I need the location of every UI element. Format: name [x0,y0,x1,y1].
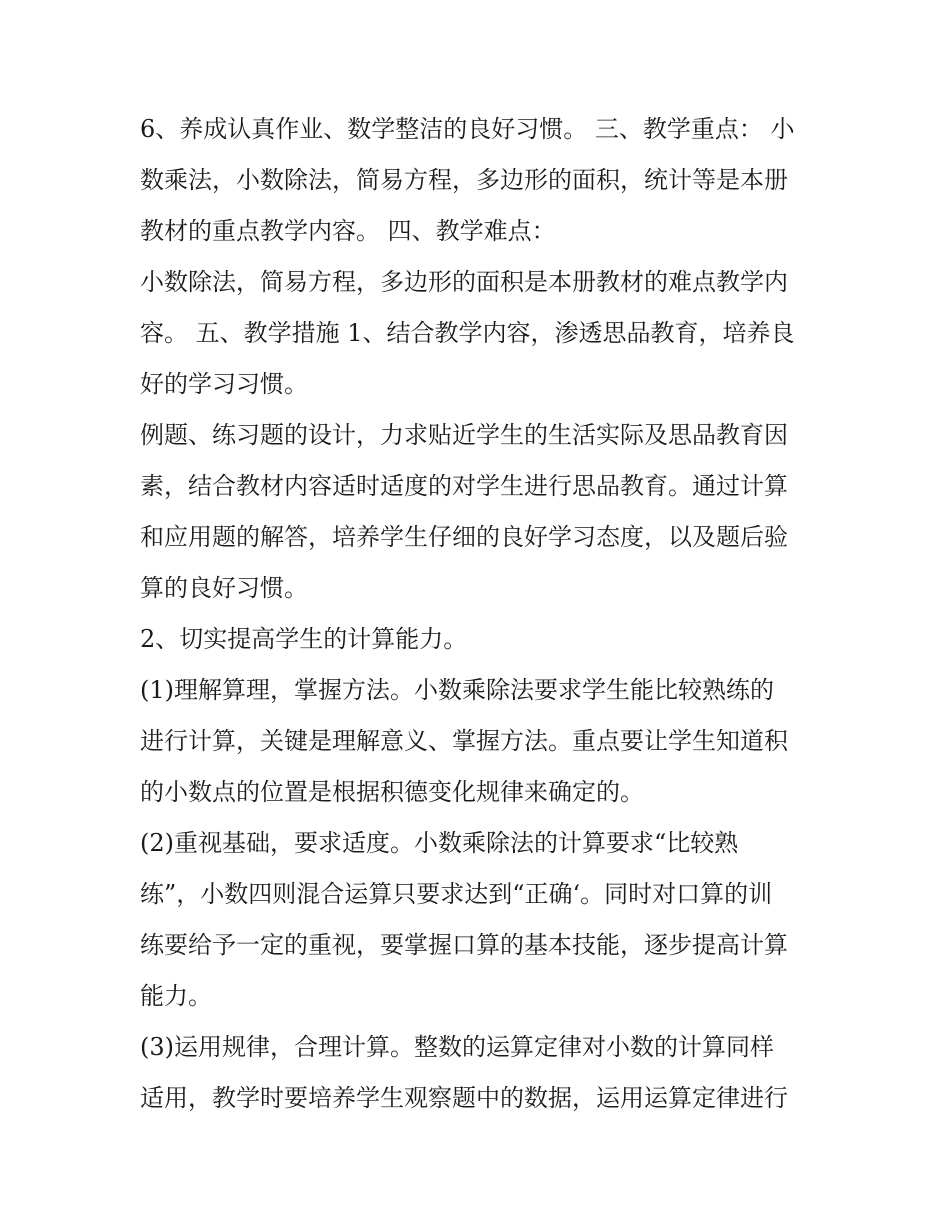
paragraph-difficulties-and-measures [140,257,812,410]
paragraph-goal-and-focus [140,104,812,257]
text-line: 素，结合教材内容适时适度的对学生进行思品教育。通过计算 [140,472,788,500]
paragraph-exercise-design [140,410,812,614]
text-line: 6、养成认真作业、数学整洁的良好习惯。 三、教学重点： 小 [140,115,795,143]
text-line: 例题、练习题的设计，力求贴近学生的生活实际及思品教育因 [140,421,788,449]
text-line: 练要给予一定的重视，要掌握口算的基本技能，逐步提高计算 [140,931,788,959]
text-line: 容。 五、教学措施 1、结合教学内容，渗透思品教育，培养良 [140,319,795,347]
paragraph-point-2 [140,818,812,1022]
text-line: 小数除法，简易方程，多边形的面积是本册教材的难点教学内 [140,268,788,296]
paragraph-point-3 [140,1022,812,1124]
text-line: 能力。 [140,982,212,1010]
text-line: (3)运用规律，合理计算。整数的运算定律对小数的计算同样 [140,1033,774,1061]
text-line: 数乘法，小数除法，简易方程，多边形的面积，统计等是本册 [140,166,788,194]
text-line: 适用，教学时要培养学生观察题中的数据，运用运算定律进行 [140,1084,788,1112]
text-line: 的小数点的位置是根据积德变化规律来确定的。 [140,778,644,806]
text-line: (2)重视基础，要求适度。小数乘除法的计算要求“比较熟 [140,829,739,857]
paragraph-point-1 [140,665,812,818]
paragraph-calculation-ability [140,614,812,665]
text-line: 进行计算，关键是理解意义、掌握方法。重点要让学生知道积 [140,727,788,755]
text-line: 教材的重点教学内容。 四、教学难点： [140,217,556,245]
text-line: 2、切实提高学生的计算能力。 [140,625,468,653]
text-line: (1)理解算理，掌握方法。小数乘除法要求学生能比较熟练的 [140,676,774,704]
text-line: 和应用题的解答，培养学生仔细的良好学习态度，以及题后验 [140,523,788,551]
text-line: 练”，小数四则混合运算只要求达到“正确‘。同时对口算的训 [140,880,773,908]
document-body [140,104,812,1124]
text-line: 好的学习习惯。 [140,370,308,398]
text-line: 算的良好习惯。 [140,574,308,602]
